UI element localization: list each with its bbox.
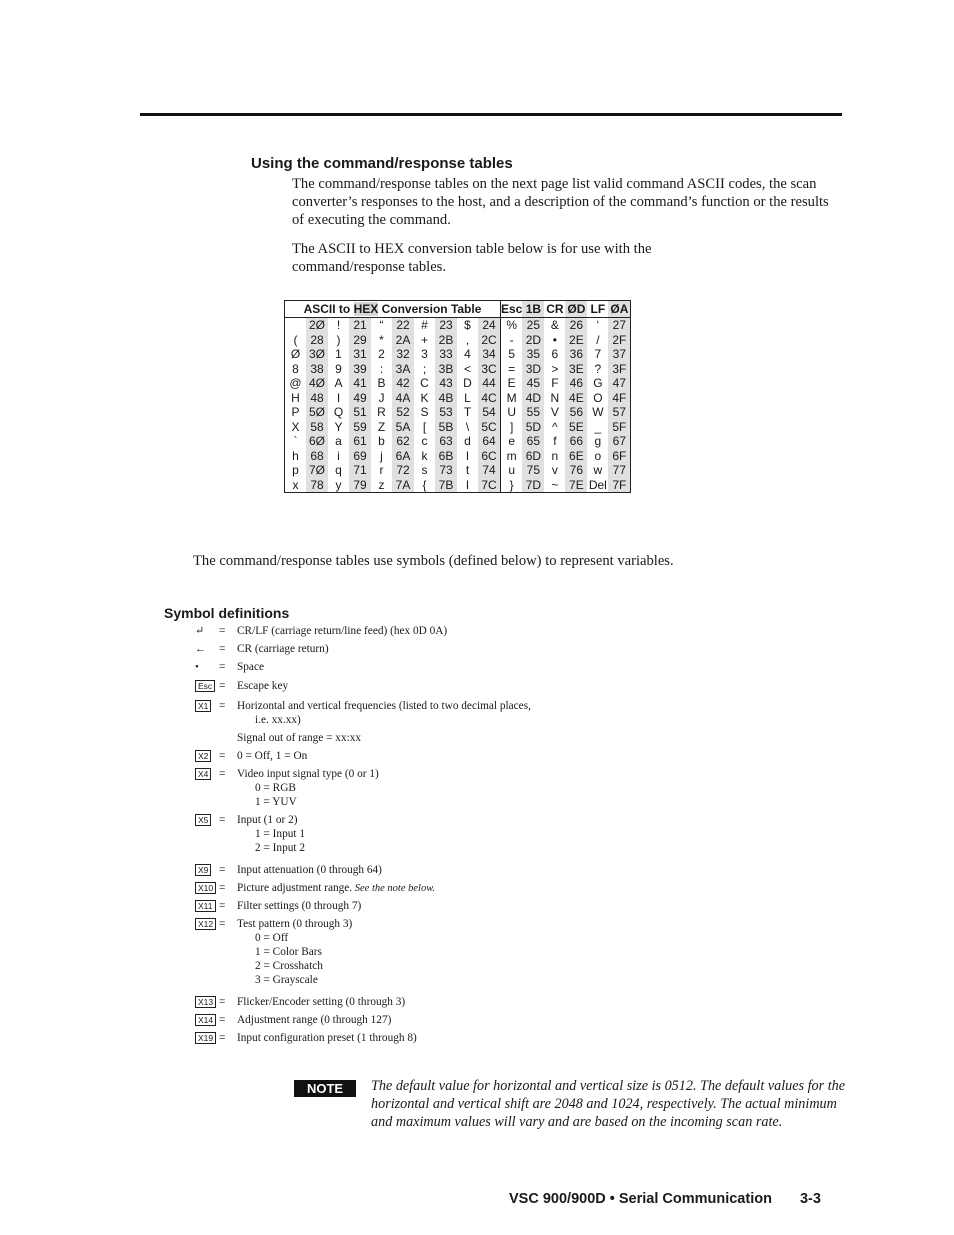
symbol — [195, 863, 215, 877]
variable-box: Esc — [195, 680, 215, 692]
header-ascii: CR — [546, 302, 564, 316]
hex-cell: 78 — [306, 478, 328, 493]
ascii-cell: T — [463, 405, 472, 420]
hex-cell: 53 — [435, 405, 457, 420]
variable-box: X14 — [195, 1014, 216, 1026]
hex-cell: 44 — [478, 376, 501, 391]
ascii-cell: + — [420, 332, 428, 347]
definition-text: Input attenuation (0 through 64) — [237, 864, 382, 876]
hex-cell: 63 — [435, 434, 457, 449]
hex-cell: 6F — [608, 449, 631, 464]
definition-text: Video input signal type (0 or 1) — [237, 768, 379, 780]
ascii-cell: R — [377, 405, 386, 420]
definition-subitem: 0 = Off — [255, 932, 289, 944]
ascii-cell: v — [551, 463, 558, 478]
variable-box: X12 — [195, 918, 216, 930]
hex-cell: 6C — [478, 449, 501, 464]
hex-cell: 45 — [522, 376, 544, 391]
equals-sign: = — [219, 882, 226, 894]
hex-cell: 4A — [392, 391, 414, 406]
ascii-cell: Ø — [290, 347, 301, 362]
hex-cell: 2D — [522, 333, 544, 348]
hex-cell: 5A — [392, 420, 414, 435]
equals-sign: = — [219, 750, 226, 762]
symbol — [195, 899, 215, 913]
hex-cell: 54 — [478, 405, 501, 420]
hex-cell: 29 — [349, 333, 371, 348]
equals-sign: = — [219, 680, 226, 692]
ascii-cell: F — [551, 376, 559, 391]
ascii-cell: C — [420, 376, 429, 391]
hex-cell: 76 — [565, 463, 587, 478]
definition-text: Space — [237, 661, 264, 673]
ascii-cell: , — [465, 332, 470, 347]
ascii-cell: S — [420, 405, 429, 420]
symbols-paragraph: The command/response tables use symbols (defined below) to represent variables. — [193, 553, 674, 569]
symbol — [195, 699, 215, 713]
ascii-cell: e — [501, 434, 523, 449]
hex-cell: 75 — [522, 463, 544, 478]
variable-box: X9 — [195, 864, 211, 876]
hex-cell: 55 — [522, 405, 544, 420]
page-footer — [509, 1191, 821, 1207]
hex-cell: 62 — [392, 434, 414, 449]
definition-subitem: i.e. xx.xx) — [255, 714, 301, 726]
symbol — [195, 1013, 215, 1027]
ascii-cell: x — [292, 477, 299, 492]
definition-subitem: 2 = Crosshatch — [255, 960, 323, 972]
hex-cell: 2E — [565, 333, 587, 348]
ascii-cell: a — [335, 434, 342, 449]
ascii-cell: } — [501, 478, 523, 493]
ascii-cell: / — [596, 332, 600, 347]
equals-sign: = — [219, 643, 226, 655]
table-row — [285, 449, 631, 464]
ascii-cell: t — [465, 463, 470, 478]
definition-subitem: 0 = RGB — [255, 782, 296, 794]
hex-cell: 52 — [392, 405, 414, 420]
hex-cell: 33 — [435, 347, 457, 362]
hex-cell: 4C — [478, 391, 501, 406]
ascii-cell: V — [550, 405, 559, 420]
definition-extra: Signal out of range = xx:xx — [237, 732, 362, 744]
ascii-cell: ? — [594, 361, 602, 376]
ascii-cell: w — [593, 463, 603, 478]
ascii-cell: q — [335, 463, 342, 478]
ascii-cell: = — [501, 362, 523, 377]
hex-cell: 51 — [349, 405, 371, 420]
hex-cell: 3B — [435, 362, 457, 377]
definition-subitem: 2 = Input 2 — [255, 842, 305, 854]
header-hex: ØD — [567, 302, 586, 316]
symbol — [195, 679, 215, 693]
table-row — [285, 391, 631, 406]
ascii-cell: f — [553, 434, 557, 449]
hex-cell: 72 — [392, 463, 414, 478]
space-icon: • — [195, 661, 199, 673]
ascii-cell: - — [501, 333, 523, 348]
hex-cell: 65 — [522, 434, 544, 449]
hex-cell: 5B — [435, 420, 457, 435]
intro-paragraph: The command/response tables on the next page list valid command ASCII codes, the scan converter’s responses to the host, and a description of the command’s function or the results of executing the command. — [292, 176, 829, 228]
hex-cell: 7B — [435, 478, 457, 493]
ascii-cell: ~ — [551, 477, 559, 492]
ascii-cell: l — [466, 477, 469, 492]
ascii-cell: ; — [422, 361, 427, 376]
ascii-cell: 5 — [501, 347, 523, 362]
hex-cell: 6D — [522, 449, 544, 464]
ascii-cell: \ — [465, 419, 470, 434]
equals-sign: = — [219, 661, 226, 673]
section-heading: Using the command/response tables — [251, 155, 513, 172]
ascii-cell: < — [463, 361, 471, 376]
ascii-cell: D — [463, 376, 472, 391]
ascii-cell: P — [291, 405, 300, 420]
hex-cell: 48 — [306, 391, 328, 406]
hex-cell: 43 — [435, 376, 457, 391]
ascii-cell: z — [378, 477, 385, 492]
definition-text: Picture adjustment range. See the note below. — [237, 882, 436, 894]
ascii-cell: H — [291, 390, 300, 405]
hex-cell: 32 — [392, 347, 414, 362]
ascii-cell: m — [501, 449, 523, 464]
hex-cell: 46 — [565, 376, 587, 391]
ascii-cell: 7 — [594, 347, 602, 362]
equals-sign: = — [219, 900, 226, 912]
ascii-cell: ^ — [552, 419, 558, 434]
symbol — [195, 767, 215, 781]
ascii-cell: 8 — [292, 361, 299, 376]
ascii-cell: _ — [594, 419, 602, 434]
hex-cell: 21 — [349, 318, 371, 333]
symbol — [195, 1031, 215, 1045]
ascii-cell: L — [464, 390, 471, 405]
header-ascii: LF — [587, 301, 608, 318]
symbol — [195, 995, 215, 1009]
note-text: The default value for horizontal and vertical size is 0512. The default values for the horizontal and vertical shift are 2048 and 1024, respectively. The actual minimum and maximum values will vary and are based on the incoming scan rate. — [371, 1078, 846, 1130]
variable-box: X5 — [195, 814, 211, 826]
hex-cell: 28 — [306, 333, 328, 348]
hex-cell: 7Ø — [306, 463, 328, 478]
ascii-cell: y — [335, 477, 342, 492]
hex-cell: 79 — [349, 478, 371, 493]
ascii-cell: Z — [377, 419, 386, 434]
equals-sign: = — [219, 625, 226, 637]
symbol — [195, 917, 215, 931]
ascii-cell: o — [594, 448, 602, 463]
definition-text: CR (carriage return) — [237, 643, 329, 655]
hex-cell: 7D — [522, 478, 544, 493]
ascii-hex-table — [284, 300, 631, 493]
equals-sign: = — [219, 996, 226, 1008]
ascii-cell: ] — [501, 420, 523, 435]
hex-cell: 27 — [608, 318, 631, 333]
ascii-cell: [ — [422, 419, 427, 434]
definition-subitem: 3 = Grayscale — [255, 974, 318, 986]
definition-text: Escape key — [237, 680, 289, 692]
ascii-cell: k — [421, 448, 428, 463]
ascii-cell: K — [420, 390, 429, 405]
hex-cell: 5D — [522, 420, 544, 435]
ascii-cell: u — [501, 463, 523, 478]
hex-cell: 42 — [392, 376, 414, 391]
equals-sign: = — [219, 1032, 226, 1044]
hex-cell: 3F — [608, 362, 631, 377]
ascii-cell: B — [377, 376, 386, 391]
hex-cell: 3A — [392, 362, 414, 377]
definition-subitem: 1 = Input 1 — [255, 828, 305, 840]
hex-cell: 2F — [608, 333, 631, 348]
symbol — [195, 813, 215, 827]
hex-cell: 4B — [435, 391, 457, 406]
ascii-cell: ‘ — [596, 318, 600, 333]
ascii-cell: Y — [334, 419, 343, 434]
ascii-cell: Del — [588, 477, 607, 492]
header-ascii: Esc — [501, 302, 523, 316]
ascii-cell: E — [501, 376, 523, 391]
hex-cell: 49 — [349, 391, 371, 406]
ascii-cell: % — [501, 318, 523, 333]
hex-cell: 7A — [392, 478, 414, 493]
header-hex: 1B — [522, 301, 544, 318]
hex-cell: 24 — [478, 318, 501, 333]
symbol — [195, 881, 215, 895]
hex-cell: 2C — [478, 333, 501, 348]
ascii-cell: ( — [293, 332, 298, 347]
ascii-cell: 9 — [335, 361, 342, 376]
hex-cell: 6B — [435, 449, 457, 464]
variable-box: X11 — [195, 900, 216, 912]
hex-cell: 71 — [349, 463, 371, 478]
equals-sign: = — [219, 1014, 226, 1026]
hex-cell: 3Ø — [306, 347, 328, 362]
ascii-cell: M — [501, 391, 523, 406]
definition-text: Input (1 or 2) — [237, 814, 298, 826]
definition-text: Horizontal and vertical frequencies (listed to two decimal places, — [237, 700, 531, 712]
hex-cell: 3D — [522, 362, 544, 377]
definition-text: CR/LF (carriage return/line feed) (hex 0D 0A) — [237, 625, 448, 637]
ascii-paragraph: The ASCII to HEX conversion table below is for use with the command/response tables. — [292, 241, 652, 275]
ascii-cell: h — [292, 448, 299, 463]
hex-cell: 61 — [349, 434, 371, 449]
hex-cell: 41 — [349, 376, 371, 391]
table-row — [285, 434, 631, 449]
hex-cell: 7C — [478, 478, 501, 493]
ascii-cell: Q — [333, 405, 344, 420]
table-row — [285, 478, 631, 493]
ascii-cell: W — [592, 405, 604, 420]
variable-box: X13 — [195, 996, 216, 1008]
ascii-cell: d — [464, 434, 471, 449]
hex-cell: 26 — [565, 318, 587, 333]
definition-text: Test pattern (0 through 3) — [237, 918, 353, 930]
ascii-cell: 2 — [378, 347, 385, 362]
ascii-cell: A — [334, 376, 343, 391]
ascii-cell: # — [421, 318, 428, 333]
ascii-cell: @ — [289, 376, 302, 391]
definition-text: Input configuration preset (1 through 8) — [237, 1032, 417, 1044]
hex-cell: 64 — [478, 434, 501, 449]
definition-subitem: 1 = YUV — [255, 796, 297, 808]
ascii-cell: > — [551, 361, 559, 376]
hex-cell: 6A — [392, 449, 414, 464]
footer-title: VSC 900/900D • Serial Communication — [509, 1191, 772, 1207]
variable-box: X10 — [195, 882, 216, 894]
ascii-cell: X — [291, 419, 300, 434]
equals-sign: = — [219, 918, 226, 930]
hex-cell: 67 — [608, 434, 631, 449]
hex-cell: 2B — [435, 333, 457, 348]
ascii-cell: 1 — [335, 347, 342, 362]
hex-cell: 7F — [608, 478, 631, 493]
ascii-cell: $ — [464, 318, 471, 333]
table-row — [285, 362, 631, 377]
top-rule — [140, 113, 842, 116]
hex-cell: 37 — [608, 347, 631, 362]
hex-cell: 5F — [608, 420, 631, 435]
ascii-cell: { — [422, 477, 427, 492]
hex-cell: 4Ø — [306, 376, 328, 391]
definition-text: Adjustment range (0 through 127) — [237, 1014, 392, 1026]
table-row — [285, 405, 631, 420]
hex-cell: 56 — [565, 405, 587, 420]
hex-cell: 69 — [349, 449, 371, 464]
ascii-cell: s — [421, 463, 428, 478]
ascii-cell: “ — [379, 318, 384, 333]
hex-cell: 73 — [435, 463, 457, 478]
hex-cell: 4D — [522, 391, 544, 406]
ascii-cell: O — [593, 390, 603, 405]
ascii-cell: J — [378, 390, 385, 405]
hex-cell: 59 — [349, 420, 371, 435]
table-row — [285, 333, 631, 348]
hex-cell: 6E — [565, 449, 587, 464]
hex-cell: 38 — [306, 362, 328, 377]
table-row — [285, 420, 631, 435]
hex-cell: 7E — [565, 478, 587, 493]
hex-cell: 58 — [306, 420, 328, 435]
table-row — [285, 376, 631, 391]
hex-cell: 5E — [565, 420, 587, 435]
ascii-cell: I — [336, 390, 341, 405]
variable-box: X4 — [195, 768, 211, 780]
hex-cell: 77 — [608, 463, 631, 478]
ascii-cell: : — [379, 361, 384, 376]
hex-cell: 3C — [478, 362, 501, 377]
hex-cell: 5C — [478, 420, 501, 435]
ascii-cell: ` — [293, 434, 298, 449]
ascii-cell: * — [379, 332, 384, 347]
ascii-cell: g — [594, 434, 602, 449]
equals-sign: = — [219, 700, 226, 712]
ascii-cell: b — [378, 434, 385, 449]
hex-cell: 31 — [349, 347, 371, 362]
equals-sign: = — [219, 768, 226, 780]
hex-cell: 25 — [522, 318, 544, 333]
ascii-cell: c — [421, 434, 428, 449]
hex-cell: 5Ø — [306, 405, 328, 420]
cr-icon: ← — [195, 643, 206, 655]
definition-subitem: 1 = Color Bars — [255, 946, 322, 958]
table-row — [285, 347, 631, 362]
definition-text: Flicker/Encoder setting (0 through 3) — [237, 996, 406, 1008]
ascii-cell: ! — [336, 318, 341, 333]
note-label: NOTE — [294, 1080, 356, 1097]
ascii-cell: j — [380, 448, 383, 463]
table-title: ASCII to HEX Conversion Table — [285, 301, 501, 318]
hex-cell: 74 — [478, 463, 501, 478]
page-number: 3-3 — [799, 1191, 821, 1207]
hex-cell: 35 — [522, 347, 544, 362]
table-row — [285, 318, 631, 333]
equals-sign: = — [219, 864, 226, 876]
variable-box: X19 — [195, 1032, 216, 1044]
variable-box: X2 — [195, 750, 211, 762]
hex-cell: 66 — [565, 434, 587, 449]
hex-cell: 4E — [565, 391, 587, 406]
symbol — [195, 749, 215, 763]
ascii-cell: ) — [336, 332, 341, 347]
ascii-cell: n — [551, 448, 559, 463]
hex-cell: 4F — [608, 391, 631, 406]
hex-cell: 47 — [608, 376, 631, 391]
variable-box: X1 — [195, 700, 211, 712]
ascii-cell — [285, 318, 307, 333]
ascii-cell: r — [379, 463, 384, 478]
equals-sign: = — [219, 814, 226, 826]
symbol-definitions-heading: Symbol definitions — [164, 605, 290, 621]
ascii-cell: & — [550, 318, 559, 333]
definition-text: 0 = Off, 1 = On — [237, 750, 308, 762]
hex-cell: 6Ø — [306, 434, 328, 449]
hex-cell: 2Ø — [306, 318, 328, 333]
ascii-cell: 6 — [551, 347, 559, 362]
hex-cell: 34 — [478, 347, 501, 362]
hex-cell: 2A — [392, 333, 414, 348]
ascii-cell: • — [552, 332, 557, 347]
hex-cell: 36 — [565, 347, 587, 362]
definition-note: See the note below. — [352, 883, 436, 894]
hex-cell: 39 — [349, 362, 371, 377]
ascii-cell: 3 — [421, 347, 428, 362]
ascii-cell: N — [550, 390, 560, 405]
definition-text: Filter settings (0 through 7) — [237, 900, 362, 912]
ascii-cell: i — [337, 448, 340, 463]
ascii-cell: p — [292, 463, 299, 478]
ascii-cell: l — [466, 448, 469, 463]
ascii-cell: U — [501, 405, 523, 420]
hex-cell: 23 — [435, 318, 457, 333]
hex-cell: 68 — [306, 449, 328, 464]
ascii-cell: G — [593, 376, 603, 391]
hex-cell: 3E — [565, 362, 587, 377]
cr-lf-icon: ↵ — [195, 625, 205, 637]
hex-cell: 57 — [608, 405, 631, 420]
header-hex: ØA — [608, 301, 631, 318]
hex-cell: 22 — [392, 318, 414, 333]
ascii-cell: 4 — [464, 347, 471, 362]
table-row — [285, 463, 631, 478]
